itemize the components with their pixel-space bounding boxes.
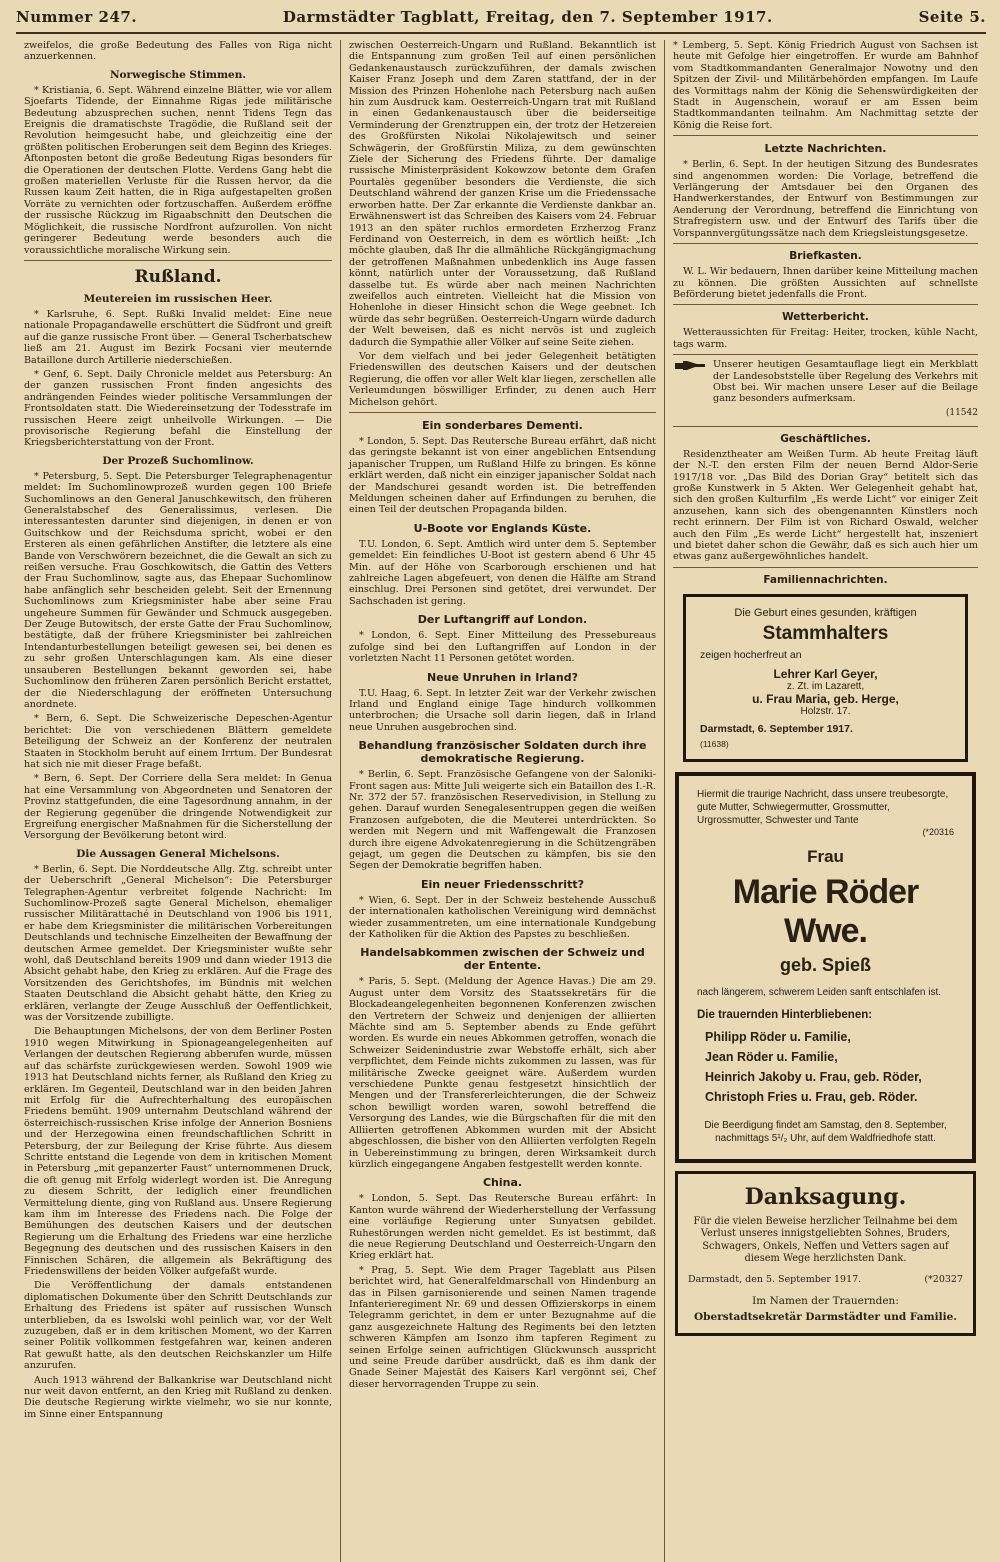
circulation-text: Unserer heutigen Gesamtauflage liegt ein Merkblatt der Landesobststelle über Regelung des Verkehrs mit Obst bei. Wir machen unsere Leser auf die Beilage ganz besonders aufmerksam.	[713, 359, 978, 405]
uboat-heading: U-Boote vor Englands Küste.	[413, 521, 592, 535]
paper-title-date: Darmstädter Tagblatt, Freitag, den 7. September 1917.	[282, 8, 773, 26]
masthead	[16, 8, 986, 34]
latest-news-heading: Letzte Nachrichten.	[764, 142, 887, 156]
dementi-heading: Ein sonderbares Dementi.	[422, 419, 583, 432]
divider	[673, 426, 978, 427]
trade-heading: Handelsabkommen zwischen der Schweiz und der Entente.	[360, 946, 645, 973]
divider	[673, 304, 978, 305]
prague-article: * Prag, 5. Sept. Wie dem Prager Tageblatt aus Pilsen berichtet wird, hat Generalfeldmarschall von Hindenburg an das in Pilsen garnisonierende und seinen Namen tragende Infanterieregiment Nr. 69 und dessen Offizierskorps in einem Telegramm gerichtet, in dem er unter Bezugnahme auf die ganz ausgezeichnete Haltung des Regiments bei den letzten schweren Kämpfen am Isonzo ihm tapferen Regiment zu seinen Erfolge seinen aufrichtigen Glückwunsch ausspricht und seine Freude darüber ausdrückt, daß es ihm dank der Gnade Seiner Majestät des Kaisers Karl vergönnt sei, Chef dieser hervorragenden Truppe zu sein.	[349, 1264, 656, 1390]
birth-address: Holzstr. 17.	[800, 705, 851, 717]
norway-article: * Kristiania, 6. Sept. Während einzelne Blätter, wie vor allem Sjoefarts Tidende, der Einnahme Rigas jede militärische Bedeutung abzusprechen suchen, nennt Tidens Tegn das Ereignis die dramatischste Tragödie, die Rußland seit der Revolution heimgesucht habe, und gleichzeitig eine der größten politischen Eroberungen seit dem Beginn des Krieges. Aftonposten betont die große Bedeutung Rigas besonders für die Operationen der deutschen Flotte. Verdens Gang hebt die großen materiellen Verluste für die Russen hervor, da die Russen kaum Zeit hatten, die in Riga aufgestapelten großen Vorräte zu vernichten oder fortzuschaffen. Außerdem eröffne der russische Rückzug im Rigaabschnitt den Deutschen die Möglichkeit, die russische Nordfront aufzurollen. Von nicht geringerer Bedeutung werde besonders auch die voraussichtliche moralische Wirkung sein.	[24, 84, 332, 256]
death-notice	[675, 772, 976, 1163]
mourner: Philipp Röder u. Familie,	[705, 1029, 851, 1044]
air-raid-heading: Der Luftangriff auf London.	[417, 613, 588, 627]
latest-news-article: * Berlin, 6. Sept. In der heutigen Sitzung des Bundesrates sind angenommen worden: Die Vorlage, betreffend die Verlängerung der Amtsdauer bei den Organen des Handwerkerstandes, der Entwurf von Bestimmungen zur Aenderung der Verordnung, betreffend die Einrichtung von Strafregistern usw. und der Entwurf des Tarifs über die Vorspannvergütungssätze nach dem Kriegsleistungsgesetze.	[673, 159, 978, 239]
divider	[24, 260, 332, 261]
mourners-heading: Die trauernden Hinterbliebenen:	[697, 1008, 873, 1021]
family-heading: Familiennachrichten.	[763, 573, 888, 586]
thanks-signoff: Im Namen der Trauernden:	[752, 1294, 899, 1307]
air-raid-article: * London, 6. Sept. Einer Mitteilung des Pressebureaus zufolge sind bei den Luftangriffen auf London in der vorletzten Nacht 11 Personen getötet worden.	[349, 630, 656, 665]
geneva-article: * Genf, 6. Sept. Daily Chronicle meldet aus Petersburg: An der ganzen russischen Front finden angesichts des andrängenden Feindes wieder politische Versammlungen der Frontsoldaten statt. Die Wiedereinsetzung der Todesstrafe im russischen Heere zeigt unheilvolle Wirkungen. — Die provisorische Regierung befahl die Einstellung der Kriegsberichterstattung von der Front.	[24, 368, 332, 449]
michelson-heading: Die Aussagen General Michelsons.	[76, 847, 280, 860]
divider	[349, 412, 656, 413]
thanks-notice	[675, 1171, 976, 1336]
mourners-list	[689, 1027, 962, 1107]
death-frau: Frau	[807, 846, 844, 866]
birth-title: Stammhalters	[762, 622, 889, 644]
death-born: geb. Spieß	[779, 954, 871, 975]
birth-mother: u. Frau Maria, geb. Herge,	[752, 691, 899, 706]
mailbox-text: W. L. Wir bedauern, Ihnen darüber keine Mitteilung machen zu können. Die größten Aussichten auf schnellste Beförderung bietet jedenfalls die Front.	[673, 266, 978, 300]
birth-father-note: z. Zt. im Lazarett,	[786, 680, 865, 692]
death-text: nach längerem, schwerem Leiden sanft entschlafen ist.	[697, 986, 942, 998]
russia-heading: Rußland.	[134, 266, 222, 287]
china-article: * London, 5. Sept. Das Reutersche Bureau erfährt: In Kanton wurde während der Wiederherstellung der Verfassung eine vorläufige Regierung unter Sunyatsen gebildet. Ruhestörungen werden nicht gemeldet. Es ist bestimmt, daß die neue Regierung Deutschland und Oesterreich-Ungarn den Krieg erklärt hat.	[349, 1193, 656, 1262]
bern-article: * Bern, 6. Sept. Die Schweizerische Depeschen-Agentur berichtet: Die von verschiedenen Blättern gemeldete Beteiligung der Schweiz an der Konferenz der neutralen Staaten in Stockholm beruht auf einem Irrtum. Der Bundesrat hat sich nie mit dieser Frage befaßt.	[24, 713, 332, 770]
thanks-title: Danksagung.	[744, 1183, 907, 1210]
ireland-article: T.U. Haag, 6. Sept. In letzter Zeit war der Verkehr zwischen Irland und England einige Tage hindurch vollkommen unterbrochen; die Ursache soll darin liegen, daß in Irland neue Unruhen ausgebrochen sind.	[349, 687, 656, 733]
birth-line2: zeigen hocherfreut an	[700, 648, 802, 661]
column-2	[340, 40, 664, 1562]
peace-article: * Wien, 6. Sept. Der in der Schweiz bestehende Ausschuß der internationalen katholischen Vereinigung wird demnächst wieder zusammentreten, um eine internationale Kundgebung der Katholiken für die Aktion des Papstes zu beschließen.	[349, 894, 656, 940]
death-intro: Hiermit die traurige Nachricht, dass unsere treubesorgte, gute Mutter, Schwiegermutter, Grossmutter, Urgrossmutter, Schwester und Tante	[697, 788, 949, 826]
weather-heading: Wetterbericht.	[782, 311, 869, 324]
trade-article: * Paris, 5. Sept. (Meldung der Agence Havas.) Die am 29. August unter dem Vorsitz des Staatssekretärs für die Blockadeangelegenheiten begonnenen Konferenzen zwischen den Vertretern der Schweiz und denjenigen der alliierten Mächte sind am 5. September abends zu Ende geführt worden. Es wurde ein neues Abkommen getroffen, wonach die Schweizer Seidenindustrie zwar Webstoffe erhält, sich aber verpflichtet, dem Feinde nichts zukommen zu lassen, was für militärische Zwecke geeignet wäre. Außerdem wurden verschiedene Punkte genau festgesetzt hinsichtlich der Mengen und der Transfererleichterungen, die der Schweiz schon bewilligt worden waren, sowohl betreffend die Versorgung des Landes, wie die Bürgschaften für die mit den Alliierten getroffenen Abkommen wurden mit der Absicht abgeschlossen, die bisher von den Alliierten verfolgten Regeln in Uebereinstimmung zu bringen, deren Wirksamkeit durch kürzlich eingegangene Angaben festgestellt werden konnte.	[349, 976, 656, 1170]
michelson-article-4: Auch 1913 während der Balkankrise war Deutschland nicht nur weit davon entfernt, an den Krieg mit Rußland zu denken. Die deutsche Regierung wirkte vielmehr, wo sie nur konnte, im Sinne einer Entspannung	[24, 1374, 332, 1420]
thanks-signer: Oberstadtsekretär Darmstädter und Familie.	[694, 1310, 957, 1323]
divider	[673, 567, 978, 568]
circulation-notice	[673, 359, 978, 422]
death-name: Marie Röder Wwe.	[732, 872, 919, 950]
trial-article: * Petersburg, 5. Sept. Die Petersburger Telegraphenagentur meldet: Im Suchomlinowprozeß wurden gegen 100 Briefe Suchomlinows an den General Januschkewitsch, den früheren Generalstabschef des Generalissimus, verlesen. Die interessantesten darunter sind diejenigen, in denen er von Guitschkow und der Reichsduma spricht, wobei er den Ersteren als einen gefährlichen Anstifter, die letztere als eine Bande von Verschwörern bezeichnet, die die Gewalt an sich zu reißen versuche. Frau Goschkowitsch, die Gattin des Vetters der Frau Suchomlinow, sagte aus, das Ehepaar Suchomlinow habe anfänglich sehr bescheiden gelebt. Seit der Ernennung Suchomlinows zum Kriegsminister habe aber seine Frau ungeheure Summen für Gewänder und Schmuck ausgegeben. Der Zeuge Butowitsch, der erste Gatte der Frau Suchomlinow, bestätigte, daß der frühere Kriegsminister bei zahlreichen Intendanturbestellungen beteiligt gewesen sei, bei denen es zu sehr großen Unterschlagungen kam. Als eine dieser unsauberen Bestellungen bekannt geworden sei, habe Suchomlinow den früheren Zaren persönlich Bericht erstattet, der die Niederschlagung der eröffneten Untersuchung anordnete.	[24, 470, 332, 710]
birth-announcement	[683, 594, 968, 762]
dementi-article: * London, 5. Sept. Das Reutersche Bureau erfährt, daß nicht das geringste bekannt ist von einer angeblichen Entsendung japanischer Truppen, um Rußland Hilfe zu bringen. Es könne erklärt werden, daß nicht ein einziger japanischer Soldat nach der Mandschurei gesandt worden ist. Die betreffenden Meldungen scheinen daher auf Erfindungen zu beruhen, die einen Teil der deutschen Propaganda bilden.	[349, 436, 656, 516]
column-1	[16, 40, 340, 1562]
uboat-article: T.U. London, 6. Sept. Amtlich wird unter dem 5. September gemeldet: Ein feindliches U-Boot ist gestern abend 6 Uhr 45 Min. auf der Höhe von Scarborough erschienen und hat zahlreiche Lagen abgefeuert, von denen die Hälfte am Strand einschlug. Drei Personen sind getötet, drei verwundet. Der Sachschaden ist gering.	[349, 538, 656, 607]
mailbox-heading: Briefkasten.	[789, 250, 862, 263]
birth-code: (11638)	[700, 738, 729, 749]
divider	[673, 135, 978, 136]
trial-heading: Der Prozeß Suchomlinow.	[102, 454, 254, 467]
china-heading: China.	[482, 1176, 523, 1190]
continued-article-2: Vor dem vielfach und bei jeder Gelegenheit betätigten Friedenswillen des deutschen Kaisers und der deutschen Regierung, die offen vor aller Welt klar liegen, zerschellen alle Verleumdungen böswilliger Erfinder, zu denen auch Herr Michelson gehört.	[349, 350, 656, 408]
french-soldiers-article: * Berlin, 6. Sept. Französische Gefangene von der Saloniki-Front sagen aus: Mitte Juli weigerte sich ein Bataillon des I.-R. Nr. 372 der 57. französischen Reservedivision, in Stellung zu gehen. Darauf wurden Senegalesentruppen gegen die weißen Franzosen aufgeboten, die die Meuterei unterdrückten. So werden mit Negern und mit Waffengewalt die Franzosen durch ihre eigene Advokatenregierung in die Schützengräben gejagt, um gegen die Deutschen zu kämpfen, bis sie den Segen der Demokratie begriffen haben.	[349, 769, 656, 872]
column-3	[664, 40, 986, 1562]
mourner: Christoph Fries u. Frau, geb. Röder.	[705, 1089, 918, 1104]
business-text: Residenztheater am Weißen Turm. Ab heute Freitag läuft der N.-T. den ersten Film der neuen Bernd Aldor-Serie 1917/18 vor. „Das Bild des Dorian Gray“ betitelt sich das große Kunstwerk in 5 Akten. Wer Gelegenheit gehabt hat, sich den großen Kulturfilm „Es werde Licht“ vor einiger Zeit anzusehen, kann sich des obengenannten Künstlers noch recht erinnern. Der Film ist von Richard Oswald, welcher auch den Film „Es werde Licht“ hergestellt hat, inszeniert und bietet daher schon die Gewähr, daß es sich auch hier um etwas ganz außergewöhnliches handelt.	[673, 448, 978, 563]
michelson-article: * Berlin, 6. Sept. Die Norddeutsche Allg. Ztg. schreibt unter der Ueberschrift „General Michelson“: Die Petersburger Telegraphen-Agentur verbreitet folgende Nachricht: Im Suchomlinow-Prozeß sagte General Michelson, ehemaliger russischer Militärattaché in Deutschland von 1906 bis 1911, er habe dem Kriegsminister die militärischen Vorbereitungen Deutschlands und technische Einzelheiten der Bewaffnung der deutschen Armee gemeldet. Der Kriegsminister wußte sehr wohl, daß Deutschland bereits 1909 und dann wieder 1913 die Absicht gehabt habe, den Krieg zu erklären. Auf die Frage des Vorsitzenden des Gerichtshofes, im Bündnis mit welchen Staaten Deutschland die Absicht gehabt hätte, den Krieg zu erklären, verlangte der Zeuge Ausschluß der Oeffentlichkeit, was der Vorsitzende zubilligte.	[24, 863, 332, 1024]
mourner: Heinrich Jakoby u. Frau, geb. Röder,	[705, 1069, 922, 1084]
pointing-hand-icon	[673, 359, 707, 373]
mutiny-heading: Meutereien im russischen Heer.	[83, 292, 273, 305]
birth-father: Lehrer Karl Geyer,	[773, 666, 878, 681]
weather-text: Wetteraussichten für Freitag: Heiter, trocken, kühle Nacht, tags warm.	[673, 327, 978, 350]
funeral-info: Die Beerdigung findet am Samstag, den 8. September, nachmittags 5¹/₂ Uhr, auf dem Waldfriedhofe statt.	[704, 1119, 947, 1144]
mutiny-article: * Karlsruhe, 6. Sept. Rußki Invalid meldet: Eine neue nationale Propagandawelle erschüttert die Südfront und greift auf die ganze russische Front über. — General Tscherbatschew ließ am 21. August im Bezirk Focsani vier meuternde Bataillone durch Artillerie niederschießen.	[24, 308, 332, 366]
birth-date: Darmstadt, 6. September 1917.	[700, 722, 853, 735]
norway-heading: Norwegische Stimmen.	[109, 68, 247, 81]
birth-line1: Die Geburt eines gesunden, kräftigen	[734, 606, 917, 619]
thanks-date-line	[688, 1274, 963, 1285]
circulation-code: (11542	[945, 407, 978, 418]
lemberg-article: * Lemberg, 5. Sept. König Friedrich August von Sachsen ist heute mit Gefolge hier eingetroffen. Er wurde am Bahnhof vom Stadtkommandanten Generalmajor Nowotny und den Spitzen der Zivil- und Militärbehörden empfangen. Im Laufe des Vormittags nahm der König die Sehenswürdigkeiten der Stadt in Augenschein, worauf er am Essen beim Stadtkommandanten teilnahm. Am Nachmittag setzte der König die Reise fort.	[673, 40, 978, 131]
ireland-heading: Neue Unruhen in Irland?	[427, 670, 578, 684]
divider	[673, 354, 978, 355]
michelson-article-2: Die Behauptungen Michelsons, der von dem Berliner Posten 1910 wegen Mitwirkung in Spionageangelegenheiten auf Verlangen der deutschen Regierung abberufen wurde, müssen auf das schärfste zurückgewiesen werden. Sowohl 1909 wie 1913 hat Deutschland nichts ferner, als Rußland den Krieg zu erklären. Im Gegenteil, Deutschland war in den beiden Jahren mit Erfolg für die Aufrechterhaltung des europäischen Friedens bemüht. 1909 unternahm Deutschland während der österreichisch-russischen Krise infolge der Annerion Bosniens und der Herzegowina einen freundschaftlichen Schritt in Petersburg, der zur Beilegung der Krise führte. Aus diesem Schritte entstand die Legende von dem in kritischen Moment in Petersburg „mit gepanzerter Faust“ unternommenen Druck, die oft genug mit Erfolg widerlegt worden ist. Die Anregung zu diesem Schritt, der lediglich einer freundlichen Vermittelung diente, ging von Rußland aus. Unsere Regierung kam ihm im Interesse des Friedens nach. Die Folge der Bemühungen des deutschen Kaisers und der deutschen Regierung um die Erhaltung des Friedens war eine herzliche Begegnung des deutschen und des russischen Kaisers in den Finnischen Schären, die allgemein als Bekräftigung des Friedenswillens der beiden Völker aufgefaßt wurde.	[24, 1026, 332, 1277]
peace-heading: Ein neuer Friedensschritt?	[421, 877, 584, 891]
continued-article: zwischen Oesterreich-Ungarn und Rußland. Bekanntlich ist die Entspannung zum großen Teil auf einen persönlichen Gedankenaustausch zurückzuführen, der damals zwischen Kaiser Franz Joseph und dem Zaren stattfand, der in der Mission des Prinzen Hohenlohe nach Petersburg nach außen hin zum Ausdruck kam. Oesterreich-Ungarn trat mit Rußland in einen Gedankenaustausch über die beiderseitige Verminderung der Grenztruppen ein, der trotz der Hetzereien des Großfürsten Nikolai Nikolajewitsch und seiner Schwägerin, der Großfürstin Miliza, zu dem gewünschten Ziele der Sicherung des Friedens führte. Der damalige russische Ministerpräsident Kokowzow betonte dem Grafen Pourtalès gegenüber besonders die Verdienste, die sich Deutschland während der ganzen Krise um die Friedenssache erworben hatte. Der Zar erkannte die Verdienste dankbar an. Erwähnenswert ist das Schreiben des Kaisers vom 24. Februar 1913 an den später ruchlos ermordeten Erzherzog Franz Ferdinand von Oesterreich, in dem es wörtlich heißt: „Ich möchte glauben, daß Ihr die allmähliche Rückgängigmachung der getroffenen Maßnahmen unbedenklich ins Auge fassen könnt, natürlich unter der Voraussetzung, daß Rußland dasselbe tut. Es würde aber nach meinen Nachrichten zweifellos auch eintreten. Vielleicht hat die Mission von Hohenlohe in dieser Hinsicht schon die Wege geebnet. Ich würde das sehr begrüßen. Oesterreich-Ungarn würde dadurch der Welt beweisen, daß es nicht nervös ist und zugleich dadurch die Sympathie aller Völker auf seine Seite ziehen.	[349, 40, 656, 348]
divider	[673, 243, 978, 244]
michelson-article-3: Die Veröffentlichung der damals entstandenen diplomatischen Dokumente über den Schritt Deutschlands zur Erhaltung des Friedens ist später auf russischen Wunsch unterblieben, da es Iswolski wohl peinlich war, vor der Welt zuzugeben, daß er in dem kritischen Moment, wo der Karren seiner Politik vollkommen festgefahren war, keinen anderen Rat gewußt hatte, als den deutschen Reichskanzler um Hilfe anzurufen.	[24, 1280, 332, 1372]
bern2-article: * Bern, 6. Sept. Der Corriere della Sera meldet: In Genua hat eine Versammlung von Abgeordneten und Senatoren der Provinz stattgefunden, die eine Tagesordnung annahm, in der der Regierung gegenüber die dringende Notwendigkeit zur Ergreifung energischer Maßnahmen für die Sicherstellung der Versorgung der Bevölkerung betont wird.	[24, 773, 332, 842]
issue-number: Nummer 247.	[16, 8, 138, 26]
death-code: (*20316	[922, 826, 954, 837]
business-heading: Geschäftliches.	[780, 432, 871, 445]
thanks-date: Darmstadt, den 5. September 1917.	[688, 1273, 862, 1285]
thanks-code: (*20327	[924, 1273, 963, 1285]
intro-text: zweifelos, die große Bedeutung des Falles von Riga nicht anzuerkennen.	[24, 40, 332, 63]
french-soldiers-heading: Behandlung französischer Soldaten durch ihre demokratische Regierung.	[358, 739, 647, 766]
page-number: Seite 5.	[918, 8, 986, 26]
mourner: Jean Röder u. Familie,	[705, 1049, 838, 1064]
thanks-text: Für die vielen Beweise herzlicher Teilnahme bei dem Verlust unseres innigstgeliebten Sohnes, Bruders, Schwagers, Onkels, Neffen und Vetters sagen auf diesem Wege herzlichsten Dank.	[693, 1215, 958, 1265]
